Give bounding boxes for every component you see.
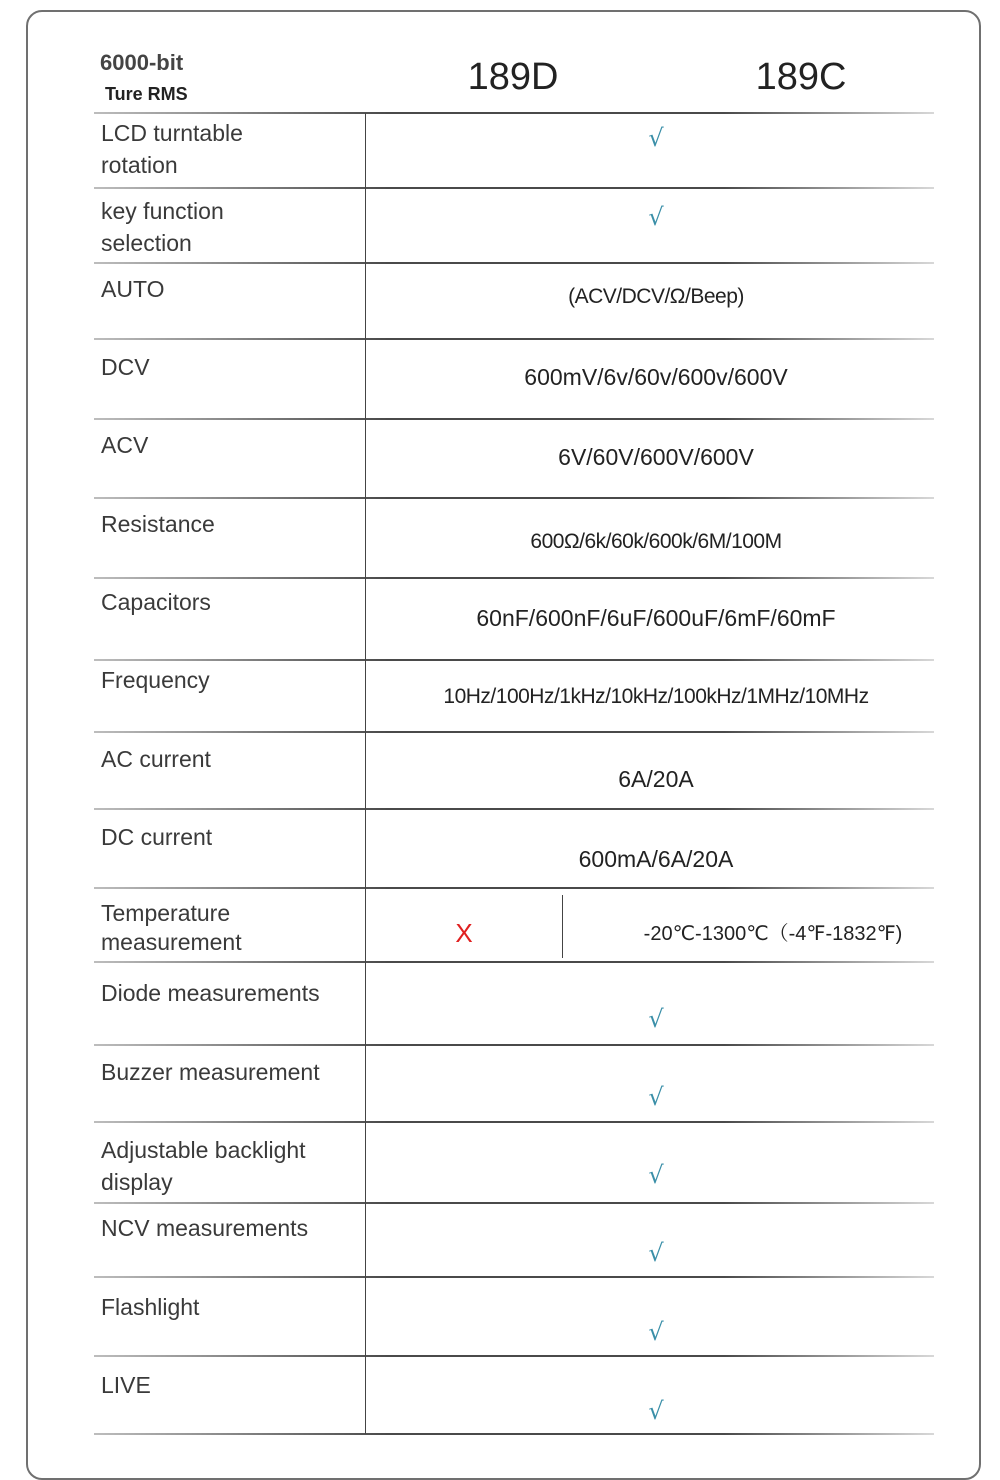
cross-icon: X bbox=[455, 918, 473, 948]
feature-value-ac-current: 6A/20A bbox=[618, 766, 694, 792]
feature-label-auto: AUTO bbox=[101, 276, 165, 302]
row-divider bbox=[94, 731, 934, 733]
row-divider bbox=[94, 112, 934, 114]
feature-value-frequency: 10Hz/100Hz/1kHz/10kHz/100kHz/1MHz/10MHz bbox=[443, 685, 869, 708]
row-divider bbox=[94, 808, 934, 810]
feature-label-ncv: NCV measurements bbox=[101, 1215, 309, 1241]
feature-label-flashlight: Flashlight bbox=[101, 1294, 200, 1320]
feature-value-auto: (ACV/DCV/Ω/Beep) bbox=[568, 285, 744, 308]
row-divider bbox=[94, 1433, 934, 1435]
row-divider bbox=[94, 1202, 934, 1204]
check-icon: √ bbox=[648, 1083, 664, 1111]
header-rms-label: Ture RMS bbox=[105, 84, 188, 104]
row-divider bbox=[94, 659, 934, 661]
row-divider bbox=[94, 1044, 934, 1046]
feature-label-backlight: Adjustable backlight display bbox=[101, 1137, 306, 1195]
model-189d-heading: 189D bbox=[467, 56, 559, 98]
feature-label-dc-current: DC current bbox=[101, 824, 213, 850]
check-icon: √ bbox=[648, 124, 664, 152]
check-icon: √ bbox=[648, 203, 664, 231]
feature-label-dcv: DCV bbox=[101, 354, 150, 380]
feature-label-lcd-rotation: LCD turntable rotation bbox=[101, 120, 243, 178]
feature-value-dc-current: 600mA/6A/20A bbox=[578, 846, 734, 872]
row-divider bbox=[94, 1355, 934, 1357]
check-icon: √ bbox=[648, 1239, 664, 1267]
feature-label-resistance: Resistance bbox=[101, 511, 215, 537]
feature-label-buzzer: Buzzer measurement bbox=[101, 1059, 320, 1085]
model-189c-heading: 189C bbox=[755, 56, 847, 98]
row-divider bbox=[94, 338, 934, 340]
feature-value-acv: 6V/60V/600V/600V bbox=[558, 444, 754, 470]
header-bits-label: 6000-bit bbox=[100, 50, 184, 75]
feature-value-dcv: 600mV/6v/60v/600v/600V bbox=[524, 364, 788, 390]
check-icon: √ bbox=[648, 1397, 664, 1425]
table-header bbox=[0, 0, 1000, 114]
check-icon: √ bbox=[648, 1005, 664, 1033]
feature-value-resistance: 600Ω/6k/60k/600k/6M/100M bbox=[530, 530, 782, 553]
check-icon: √ bbox=[648, 1161, 664, 1189]
check-icon: √ bbox=[648, 1318, 664, 1346]
feature-label-key-function: key function selection bbox=[101, 198, 224, 256]
row-divider bbox=[94, 1121, 934, 1123]
row-divider bbox=[94, 262, 934, 264]
row-divider bbox=[94, 577, 934, 579]
row-divider bbox=[94, 887, 934, 889]
feature-label-live: LIVE bbox=[101, 1372, 151, 1398]
feature-value-capacitors: 60nF/600nF/6uF/600uF/6mF/60mF bbox=[476, 605, 836, 631]
feature-label-ac-current: AC current bbox=[101, 746, 211, 772]
feature-label-temperature: Temperature measurement bbox=[101, 900, 242, 955]
feature-label-capacitors: Capacitors bbox=[101, 589, 211, 615]
feature-label-acv: ACV bbox=[101, 432, 149, 458]
feature-label-frequency: Frequency bbox=[101, 667, 210, 693]
feature-label-diode: Diode measurements bbox=[101, 980, 320, 1006]
feature-value-temperature-189c: -20℃-1300℃（-4℉-1832℉) bbox=[643, 923, 903, 945]
row-divider bbox=[94, 187, 934, 189]
row-divider bbox=[94, 1276, 934, 1278]
row-divider bbox=[94, 497, 934, 499]
row-divider bbox=[94, 418, 934, 420]
row-divider bbox=[94, 961, 934, 963]
